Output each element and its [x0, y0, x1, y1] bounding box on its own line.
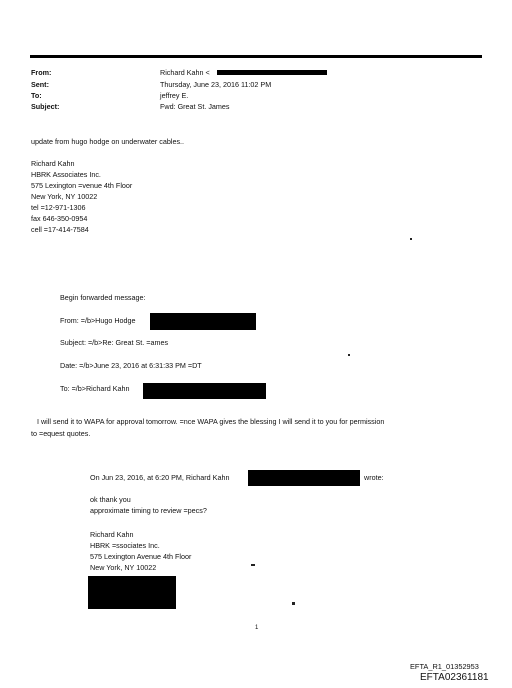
to-label: To: — [31, 91, 42, 100]
subject-label: Subject: — [31, 102, 60, 111]
page-number: 1 — [255, 625, 259, 631]
sent-label: Sent: — [31, 80, 49, 89]
signature-line: 575 Lexington Avenue 4th Floor — [90, 552, 192, 561]
quoted-attribution: On Jun 23, 2016, at 6:20 PM, Richard Kahn — [90, 473, 230, 482]
quoted-line-1: ok thank you — [90, 495, 131, 504]
body-intro: update from hugo hodge on underwater cables.. — [31, 137, 185, 146]
forwarded-from: From: =/b>Hugo Hodge — [60, 316, 136, 325]
signature-line: fax 646-350-0954 — [31, 214, 88, 223]
signature-line: tel =12-971-1306 — [31, 203, 86, 212]
quoted-signature — [90, 529, 191, 573]
signature-line: HBRK =ssociates Inc. — [90, 541, 160, 550]
header-rule — [30, 55, 482, 58]
subject-value: Fwd: Great St. James — [160, 102, 230, 111]
redaction-forwarded-to — [143, 383, 266, 399]
signature-block — [31, 158, 132, 235]
redaction-quoted-email — [248, 470, 360, 486]
forwarded-date: Date: =/b>June 23, 2016 at 6:31:33 PM =DT — [60, 361, 202, 370]
redaction-quoted-block — [88, 576, 176, 609]
redaction-from-email — [217, 70, 327, 75]
quoted-line-2: approximate timing to review =pecs? — [90, 506, 207, 515]
bates-number-large: EFTA02361181 — [420, 672, 489, 683]
signature-line: cell =17-414-7584 — [31, 225, 89, 234]
signature-line: Richard Kahn — [90, 530, 134, 539]
forwarded-to: To: =/b>Richard Kahn — [60, 384, 130, 393]
signature-line: New York, NY 10022 — [31, 192, 98, 201]
signature-line: HBRK Associates Inc. — [31, 170, 101, 179]
stray-mark — [292, 602, 295, 605]
from-value: Richard Kahn < — [160, 68, 210, 77]
signature-line: 575 Lexington =venue 4th Floor — [31, 181, 133, 190]
stray-mark — [348, 354, 350, 356]
stray-mark — [410, 238, 412, 240]
redaction-forwarded-from — [150, 313, 256, 330]
sent-value: Thursday, June 23, 2016 11:02 PM — [160, 80, 272, 89]
forwarded-intro: Begin forwarded message: — [60, 293, 146, 302]
from-label: From: — [31, 68, 52, 77]
signature-line: Richard Kahn — [31, 159, 75, 168]
forwarded-subject: Subject: =/b>Re: Great St. =ames — [60, 338, 169, 347]
bates-number-small: EFTA_R1_01352953 — [410, 662, 479, 671]
message-line-2: to =equest quotes. — [31, 429, 91, 438]
message-line-1: I will send it to WAPA for approval tomorrow. =nce WAPA gives the blessing I will send it to you for permission — [37, 417, 385, 426]
to-value: jeffrey E. — [160, 91, 189, 100]
quoted-wrote: wrote: — [364, 473, 384, 482]
signature-line: New York, NY 10022 — [90, 563, 157, 572]
stray-mark — [251, 564, 255, 566]
